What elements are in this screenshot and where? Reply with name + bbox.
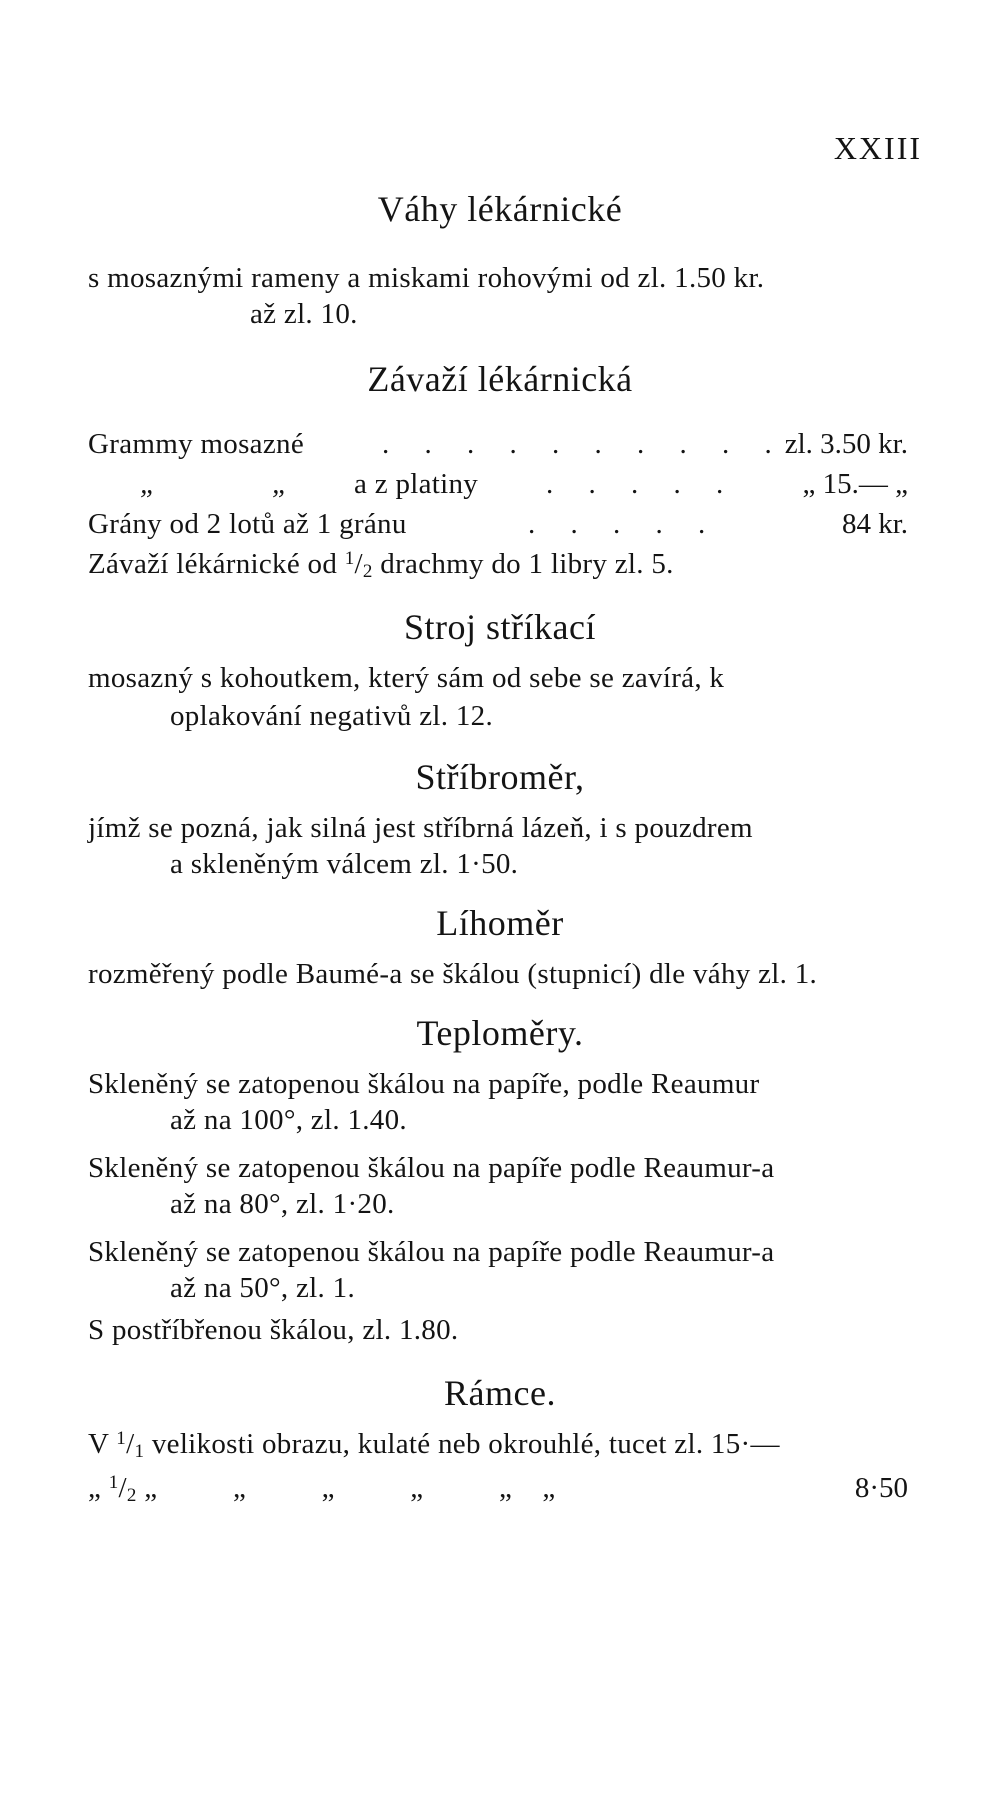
teplomery-d-line-1: S postříbřenou škálou, zl. 1.80.	[88, 1314, 459, 1346]
zavazi-row-1-label: Grammy mosazné	[88, 428, 304, 460]
ramce-row-2-dittos: „ „ „ „ „ „	[144, 1472, 556, 1504]
stribromer-line-2: a skleněným válcem zl. 1·50.	[170, 848, 519, 880]
ramce-row-1-text: velikosti obrazu, kulaté neb okrouhlé, tucet zl. 15·—	[151, 1428, 780, 1460]
lihomer-line-1: rozměřený podle Baumé-a se škálou (stupnicí) dle váhy zl. 1.	[88, 958, 818, 990]
heading-teplomery: Teploměry.	[416, 1013, 584, 1053]
ramce-row-1: V $^1/_1$ velikosti obrazu, kulaté neb okrouhlé, tucet zl. 15·—	[88, 1428, 780, 1462]
teplomery-b-line-2: až na 80°, zl. 1·20.	[170, 1188, 395, 1220]
heading-vahy: Váhy lékárnické	[377, 189, 623, 229]
fraction-numerator: 1	[344, 548, 355, 569]
vahy-line-2: až zl. 10.	[250, 298, 358, 330]
zavazi-row-4-post: drachmy do 1 libry zl. 5.	[380, 548, 674, 580]
heading-zavazi: Závaží lékárnická	[367, 359, 633, 399]
fraction-numerator: 1	[116, 1428, 127, 1449]
fraction-numerator: 1	[108, 1472, 119, 1493]
teplomery-c-line-2: až na 50°, zl. 1.	[170, 1272, 355, 1304]
fraction-denominator: 1	[134, 1441, 145, 1462]
leader-dots: . . . . .	[528, 508, 720, 540]
teplomery-c-line-1: Skleněný se zatopenou škálou na papíře podle Reaumur-a	[88, 1236, 775, 1268]
vahy-line-1: s mosaznými rameny a miskami rohovými od zl. 1.50 kr.	[88, 262, 765, 294]
ramce-row-2: „ $^1/_2$ „ „ „ „ „ „	[88, 1472, 556, 1506]
ditto-mark: „	[272, 468, 289, 500]
stribromer-line-1: jímž se pozná, jak silná jest stříbrná lázeň, i s pouzdrem	[88, 812, 753, 844]
fraction-denominator: 2	[362, 561, 373, 582]
heading-lihomer: Líhoměr	[436, 903, 564, 943]
stroj-line-1: mosazný s kohoutkem, který sám od sebe se zavírá, k	[88, 662, 725, 694]
heading-stroj: Stroj stříkací	[404, 607, 596, 647]
zavazi-row-3-price: 84 kr.	[841, 508, 908, 540]
zavazi-row-2-price: „ 15.— „	[802, 468, 908, 500]
ramce-row-2-price: 8·50	[854, 1472, 908, 1504]
leader-dots: . . . . .	[546, 468, 738, 500]
heading-stribromer: Stříbroměr,	[415, 757, 585, 797]
ditto-mark: „	[88, 1472, 102, 1504]
ramce-row-1-pre: V	[88, 1428, 109, 1460]
teplomery-b-line-1: Skleněný se zatopenou škálou na papíře podle Reaumur-a	[88, 1152, 775, 1184]
zavazi-row-3-label: Grány od 2 lotů až 1 gránu	[88, 508, 407, 540]
stroj-line-2: oplakování negativů zl. 12.	[170, 700, 493, 732]
teplomery-a-line-1: Skleněný se zatopenou škálou na papíře, podle Reaumur	[88, 1068, 760, 1100]
heading-ramce: Rámce.	[444, 1373, 556, 1413]
teplomery-a-line-2: až na 100°, zl. 1.40.	[170, 1104, 407, 1136]
page-number: XXIII	[833, 130, 922, 166]
zavazi-row-4: Závaží lékárnické od $^1/_2$ drachmy do 1 libry zl. 5.	[88, 548, 674, 582]
fraction-denominator: 2	[126, 1485, 137, 1506]
ditto-mark: „	[140, 468, 157, 500]
zavazi-row-1-price: zl. 3.50 kr.	[784, 428, 908, 460]
zavazi-row-2-label: a z platiny	[354, 468, 479, 500]
leader-dots: . . . . . . . . . .	[382, 428, 786, 460]
zavazi-row-4-pre: Závaží lékárnické od	[88, 548, 338, 580]
